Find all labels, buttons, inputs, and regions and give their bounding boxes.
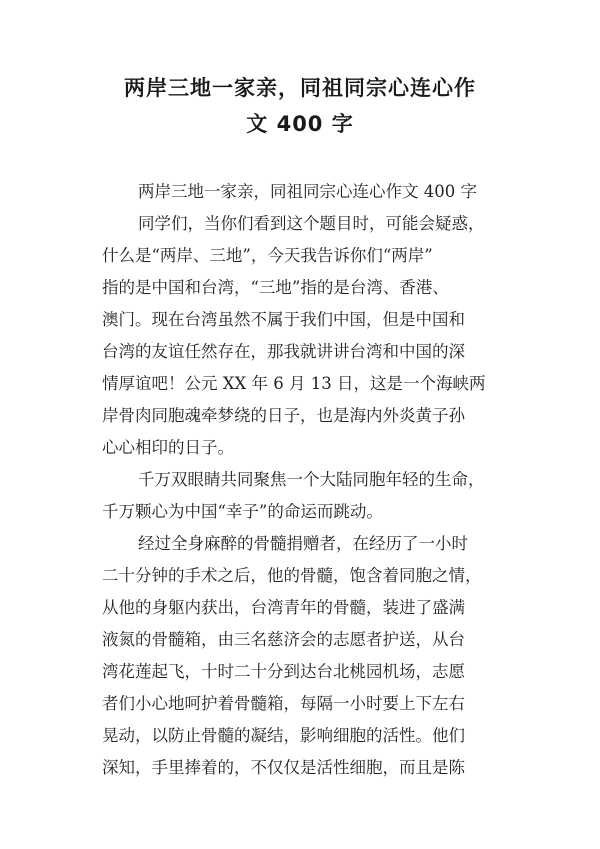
body-line: 湾花莲起飞，十时二十分到达台北桃园机场，志愿 (102, 662, 465, 681)
body-line: 千万双眼睛共同聚焦一个大陆同胞年轻的生命， (138, 470, 485, 489)
body-line: 液氮的骨髓箱，由三名慈济会的志愿者护送，从台 (102, 630, 465, 649)
document-title-line-1: 两岸三地一家亲，同祖同宗心连心作 (124, 76, 476, 100)
body-line: 经过全身麻醉的骨髓捐赠者，在经历了一小时 (138, 534, 468, 553)
document-title-line-2: 文 400 字 (246, 112, 354, 136)
body-line: 岸骨肉同胞魂牵梦绕的日子，也是海内外炎黄子孙 (102, 406, 465, 425)
body-line: 什么是“两岸、三地”，今天我告诉你们“两岸” (102, 246, 433, 265)
body-line: 同学们，当你们看到这个题目时，可能会疑惑， (138, 214, 485, 233)
body-line: 二十分钟的手术之后，他的骨髓，饱含着同胞之情， (102, 566, 482, 585)
body-line: 澳门。现在台湾虽然不属于我们中国，但是中国和 (102, 310, 465, 329)
body-line: 指的是中国和台湾，“三地”指的是台湾、香港、 (102, 278, 449, 297)
body-line: 情厚谊吧！公元 XX 年 6 月 13 日，这是一个海峡两 (102, 374, 486, 393)
body-line: 从他的身躯内获出，台湾青年的骨髓，装进了盛满 (102, 598, 465, 617)
body-line: 晃动，以防止骨髓的凝结，影响细胞的活性。他们 (102, 726, 465, 745)
body-line: 者们小心地呵护着骨髓箱，每隔一小时要上下左右 (102, 694, 465, 713)
body-line: 深知，手里捧着的，不仅仅是活性细胞，而且是陈 (102, 758, 465, 777)
body-line: 台湾的友谊任然存在，那我就讲讲台湾和中国的深 (102, 342, 465, 361)
body-line: 心心相印的日子。 (102, 438, 234, 457)
body-line: 千万颗心为中国“幸子”的命运而跳动。 (102, 502, 383, 521)
body-line: 两岸三地一家亲，同祖同宗心连心作文 400 字 (138, 182, 477, 201)
